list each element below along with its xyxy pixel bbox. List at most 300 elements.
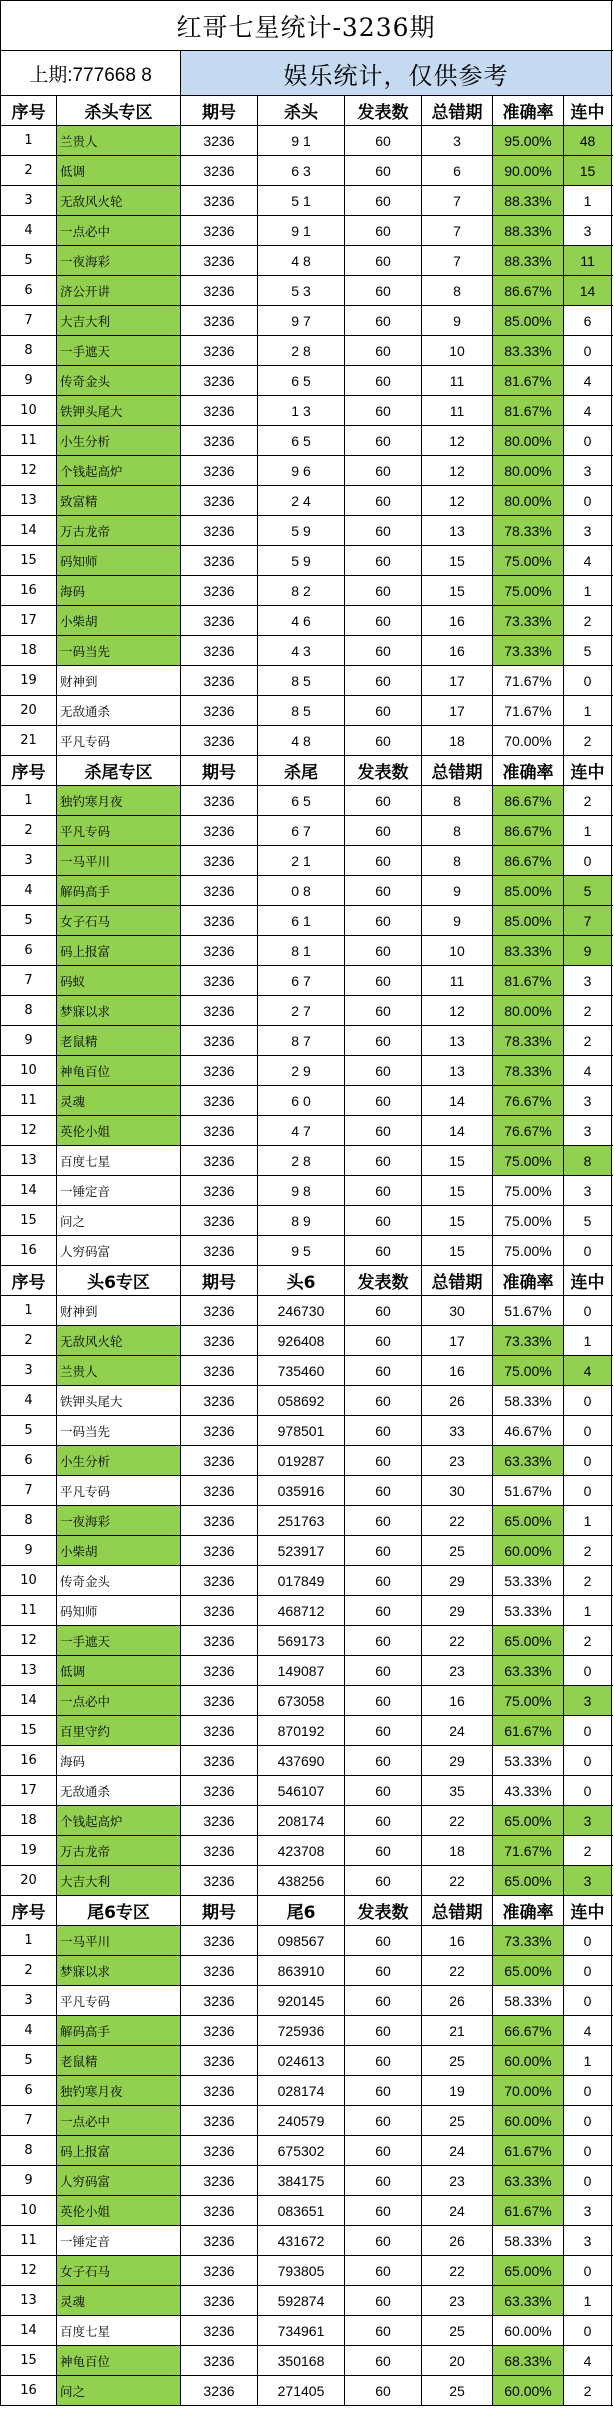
- cell-total-miss: 13: [422, 1026, 493, 1055]
- cell-accuracy: 53.33%: [493, 1596, 564, 1625]
- column-header-published: 发表数: [345, 1896, 422, 1925]
- table-row: [1, 936, 613, 966]
- cell-index: 1: [1, 1296, 57, 1325]
- cell-period: 3236: [181, 1566, 258, 1595]
- table-row: [1, 1236, 613, 1266]
- cell-published: 60: [345, 2136, 422, 2165]
- cell-period: 3236: [181, 486, 258, 515]
- table-row: [1, 126, 613, 156]
- cell-period: 3236: [181, 1446, 258, 1475]
- cell-total-miss: 11: [422, 366, 493, 395]
- cell-total-miss: 22: [422, 1956, 493, 1985]
- cell-total-miss: 25: [422, 2316, 493, 2345]
- cell-streak: 2: [564, 1026, 612, 1055]
- cell-streak: 2: [564, 606, 612, 635]
- cell-published: 60: [345, 1056, 422, 1085]
- table-row: [1, 966, 613, 996]
- cell-total-miss: 9: [422, 306, 493, 335]
- cell-source: 一马平川: [57, 846, 181, 875]
- cell-pick: 673058: [258, 1686, 345, 1715]
- cell-source: 铁钾头尾大: [57, 396, 181, 425]
- table-row: [1, 1206, 613, 1236]
- cell-source: 灵魂: [57, 1086, 181, 1115]
- cell-pick: 8 2: [258, 576, 345, 605]
- cell-source: 码知师: [57, 1596, 181, 1625]
- cell-accuracy: 60.00%: [493, 1536, 564, 1565]
- cell-source: 财神到: [57, 666, 181, 695]
- cell-published: 60: [345, 1866, 422, 1895]
- cell-pick: 431672: [258, 2226, 345, 2255]
- cell-period: 3236: [181, 246, 258, 275]
- cell-total-miss: 16: [422, 636, 493, 665]
- column-header-published: 发表数: [345, 756, 422, 785]
- cell-index: 3: [1, 186, 57, 215]
- cell-total-miss: 18: [422, 1836, 493, 1865]
- table-row: [1, 2076, 613, 2106]
- cell-pick: 2 8: [258, 1146, 345, 1175]
- cell-published: 60: [345, 1206, 422, 1235]
- cell-streak: 4: [564, 396, 612, 425]
- cell-accuracy: 53.33%: [493, 1746, 564, 1775]
- cell-source: 一点必中: [57, 2106, 181, 2135]
- cell-accuracy: 88.33%: [493, 186, 564, 215]
- cell-streak: 2: [564, 1626, 612, 1655]
- cell-index: 20: [1, 1866, 57, 1895]
- cell-period: 3236: [181, 2076, 258, 2105]
- cell-total-miss: 26: [422, 2226, 493, 2255]
- cell-accuracy: 65.00%: [493, 1506, 564, 1535]
- table-row: [1, 1686, 613, 1716]
- cell-streak: 0: [564, 1416, 612, 1445]
- cell-total-miss: 16: [422, 606, 493, 635]
- cell-published: 60: [345, 1416, 422, 1445]
- cell-published: 60: [345, 1656, 422, 1685]
- cell-total-miss: 29: [422, 1746, 493, 1775]
- cell-index: 8: [1, 2136, 57, 2165]
- cell-index: 11: [1, 1086, 57, 1115]
- cell-source: 无敌风火轮: [57, 1326, 181, 1355]
- column-header-accuracy: 准确率: [493, 96, 564, 125]
- cell-source: 英伦小姐: [57, 1116, 181, 1145]
- cell-total-miss: 6: [422, 156, 493, 185]
- cell-source: 万古龙帝: [57, 1836, 181, 1865]
- cell-accuracy: 73.33%: [493, 1326, 564, 1355]
- cell-total-miss: 23: [422, 2166, 493, 2195]
- cell-accuracy: 65.00%: [493, 2256, 564, 2285]
- cell-source: 独钓寒月夜: [57, 786, 181, 815]
- table-row: [1, 1356, 613, 1386]
- cell-accuracy: 46.67%: [493, 1416, 564, 1445]
- cell-index: 4: [1, 876, 57, 905]
- cell-index: 5: [1, 246, 57, 275]
- cell-streak: 3: [564, 1176, 612, 1205]
- cell-total-miss: 17: [422, 1326, 493, 1355]
- cell-total-miss: 8: [422, 816, 493, 845]
- cell-pick: 5 3: [258, 276, 345, 305]
- table-row: [1, 606, 613, 636]
- cell-streak: 14: [564, 276, 612, 305]
- cell-accuracy: 81.67%: [493, 966, 564, 995]
- cell-index: 15: [1, 2346, 57, 2375]
- table-row: [1, 1056, 613, 1086]
- cell-source: 码知师: [57, 546, 181, 575]
- cell-pick: 0 8: [258, 876, 345, 905]
- cell-total-miss: 10: [422, 936, 493, 965]
- cell-period: 3236: [181, 1236, 258, 1265]
- table-row: [1, 486, 613, 516]
- table-row: [1, 456, 613, 486]
- cell-pick: 920145: [258, 1986, 345, 2015]
- cell-total-miss: 35: [422, 1776, 493, 1805]
- cell-period: 3236: [181, 2016, 258, 2045]
- cell-total-miss: 12: [422, 486, 493, 515]
- cell-published: 60: [345, 2106, 422, 2135]
- cell-streak: 0: [564, 2076, 612, 2105]
- cell-index: 7: [1, 966, 57, 995]
- cell-source: 梦寐以求: [57, 996, 181, 1025]
- cell-pick: 735460: [258, 1356, 345, 1385]
- page-title: 红哥七星统计-3236期: [1, 1, 612, 50]
- table-row: [1, 516, 613, 546]
- cell-pick: 9 1: [258, 216, 345, 245]
- cell-published: 60: [345, 786, 422, 815]
- cell-period: 3236: [181, 906, 258, 935]
- cell-index: 10: [1, 2196, 57, 2225]
- cell-index: 15: [1, 1206, 57, 1235]
- cell-period: 3236: [181, 1206, 258, 1235]
- cell-accuracy: 71.67%: [493, 696, 564, 725]
- cell-accuracy: 83.33%: [493, 336, 564, 365]
- cell-streak: 2: [564, 1566, 612, 1595]
- cell-accuracy: 88.33%: [493, 216, 564, 245]
- cell-period: 3236: [181, 2196, 258, 2225]
- column-header-pick: 杀头: [258, 96, 345, 125]
- cell-source: 平凡专码: [57, 1986, 181, 2015]
- cell-index: 8: [1, 996, 57, 1025]
- cell-period: 3236: [181, 2286, 258, 2315]
- cell-total-miss: 15: [422, 1146, 493, 1175]
- cell-streak: 5: [564, 876, 612, 905]
- cell-source: 人穷码富: [57, 2166, 181, 2195]
- cell-published: 60: [345, 1386, 422, 1415]
- cell-pick: 208174: [258, 1806, 345, 1835]
- cell-total-miss: 15: [422, 576, 493, 605]
- cell-pick: 5 1: [258, 186, 345, 215]
- cell-streak: 0: [564, 1776, 612, 1805]
- cell-source: 大吉大利: [57, 306, 181, 335]
- column-header-index: 序号: [1, 1266, 57, 1295]
- cell-pick: 9 5: [258, 1236, 345, 1265]
- cell-index: 19: [1, 666, 57, 695]
- cell-accuracy: 75.00%: [493, 576, 564, 605]
- cell-source: 济公开讲: [57, 276, 181, 305]
- cell-index: 6: [1, 276, 57, 305]
- cell-index: 2: [1, 1956, 57, 1985]
- cell-published: 60: [345, 486, 422, 515]
- cell-accuracy: 78.33%: [493, 1056, 564, 1085]
- cell-published: 60: [345, 2316, 422, 2345]
- cell-index: 7: [1, 306, 57, 335]
- table-row: [1, 906, 613, 936]
- cell-streak: 1: [564, 1326, 612, 1355]
- table-row: [1, 2286, 613, 2316]
- cell-index: 11: [1, 2226, 57, 2255]
- cell-streak: 3: [564, 1086, 612, 1115]
- cell-index: 12: [1, 1626, 57, 1655]
- cell-published: 60: [345, 1926, 422, 1955]
- cell-total-miss: 17: [422, 666, 493, 695]
- cell-period: 3236: [181, 546, 258, 575]
- cell-streak: 4: [564, 546, 612, 575]
- table-row: [1, 1656, 613, 1686]
- cell-period: 3236: [181, 366, 258, 395]
- cell-streak: 3: [564, 2226, 612, 2255]
- cell-index: 2: [1, 816, 57, 845]
- cell-index: 20: [1, 696, 57, 725]
- cell-total-miss: 30: [422, 1296, 493, 1325]
- cell-period: 3236: [181, 126, 258, 155]
- cell-source: 平凡专码: [57, 726, 181, 755]
- cell-published: 60: [345, 2346, 422, 2375]
- cell-pick: 5 9: [258, 546, 345, 575]
- cell-period: 3236: [181, 1386, 258, 1415]
- cell-streak: 48: [564, 126, 612, 155]
- cell-total-miss: 15: [422, 1176, 493, 1205]
- cell-pick: 251763: [258, 1506, 345, 1535]
- cell-source: 码上报富: [57, 2136, 181, 2165]
- cell-total-miss: 19: [422, 2076, 493, 2105]
- cell-published: 60: [345, 2166, 422, 2195]
- cell-period: 3236: [181, 2256, 258, 2285]
- cell-total-miss: 12: [422, 426, 493, 455]
- column-header-index: 序号: [1, 1896, 57, 1925]
- cell-index: 15: [1, 1716, 57, 1745]
- cell-accuracy: 65.00%: [493, 1626, 564, 1655]
- cell-published: 60: [345, 186, 422, 215]
- cell-index: 14: [1, 516, 57, 545]
- section-header-row: [1, 1266, 613, 1296]
- table-row: [1, 1416, 613, 1446]
- cell-source: 小生分析: [57, 1446, 181, 1475]
- table-row: [1, 1446, 613, 1476]
- cell-source: 神龟百位: [57, 1056, 181, 1085]
- table-row: [1, 1566, 613, 1596]
- cell-streak: 4: [564, 2016, 612, 2045]
- cell-index: 10: [1, 1056, 57, 1085]
- cell-source: 灵魂: [57, 2286, 181, 2315]
- table-row: [1, 1326, 613, 1356]
- cell-total-miss: 11: [422, 966, 493, 995]
- cell-source: 解码高手: [57, 876, 181, 905]
- cell-period: 3236: [181, 2346, 258, 2375]
- cell-streak: 1: [564, 2046, 612, 2075]
- cell-published: 60: [345, 336, 422, 365]
- cell-period: 3236: [181, 576, 258, 605]
- cell-published: 60: [345, 1626, 422, 1655]
- cell-period: 3236: [181, 1626, 258, 1655]
- cell-period: 3236: [181, 1866, 258, 1895]
- cell-accuracy: 58.33%: [493, 1386, 564, 1415]
- cell-accuracy: 76.67%: [493, 1116, 564, 1145]
- cell-pick: 675302: [258, 2136, 345, 2165]
- column-header-period: 期号: [181, 96, 258, 125]
- cell-pick: 8 7: [258, 1026, 345, 1055]
- cell-index: 6: [1, 936, 57, 965]
- cell-streak: 0: [564, 2316, 612, 2345]
- table-row: [1, 1596, 613, 1626]
- cell-total-miss: 25: [422, 1536, 493, 1565]
- cell-total-miss: 23: [422, 2286, 493, 2315]
- disclaimer-banner: 娱乐统计，仅供参考: [181, 51, 612, 95]
- cell-total-miss: 24: [422, 2196, 493, 2225]
- cell-published: 60: [345, 606, 422, 635]
- cell-total-miss: 25: [422, 2046, 493, 2075]
- cell-period: 3236: [181, 1416, 258, 1445]
- table-row: [1, 786, 613, 816]
- cell-streak: 2: [564, 2376, 612, 2405]
- cell-accuracy: 51.67%: [493, 1476, 564, 1505]
- cell-pick: 546107: [258, 1776, 345, 1805]
- cell-total-miss: 12: [422, 996, 493, 1025]
- cell-published: 60: [345, 1986, 422, 2015]
- cell-pick: 6 5: [258, 426, 345, 455]
- cell-period: 3236: [181, 1176, 258, 1205]
- column-header-accuracy: 准确率: [493, 1266, 564, 1295]
- table-row: [1, 2226, 613, 2256]
- table-row: [1, 216, 613, 246]
- cell-period: 3236: [181, 1956, 258, 1985]
- cell-source: 老鼠精: [57, 1026, 181, 1055]
- cell-streak: 0: [564, 1476, 612, 1505]
- cell-accuracy: 76.67%: [493, 1086, 564, 1115]
- cell-index: 9: [1, 1536, 57, 1565]
- cell-total-miss: 12: [422, 456, 493, 485]
- cell-published: 60: [345, 1296, 422, 1325]
- cell-published: 60: [345, 816, 422, 845]
- cell-accuracy: 81.67%: [493, 366, 564, 395]
- table-row: [1, 2376, 613, 2406]
- cell-accuracy: 63.33%: [493, 1656, 564, 1685]
- cell-accuracy: 85.00%: [493, 876, 564, 905]
- cell-source: 传奇金头: [57, 1566, 181, 1595]
- cell-total-miss: 20: [422, 2346, 493, 2375]
- table-row: [1, 876, 613, 906]
- cell-total-miss: 29: [422, 1566, 493, 1595]
- cell-published: 60: [345, 846, 422, 875]
- cell-accuracy: 88.33%: [493, 246, 564, 275]
- cell-total-miss: 9: [422, 906, 493, 935]
- cell-streak: 2: [564, 996, 612, 1025]
- cell-total-miss: 13: [422, 1056, 493, 1085]
- cell-published: 60: [345, 1956, 422, 1985]
- cell-source: 一码当先: [57, 636, 181, 665]
- cell-published: 60: [345, 1536, 422, 1565]
- cell-index: 11: [1, 1596, 57, 1625]
- cell-accuracy: 85.00%: [493, 306, 564, 335]
- cell-period: 3236: [181, 966, 258, 995]
- cell-streak: 3: [564, 2196, 612, 2225]
- cell-accuracy: 75.00%: [493, 1176, 564, 1205]
- cell-streak: 3: [564, 456, 612, 485]
- cell-period: 3236: [181, 396, 258, 425]
- table-row: [1, 1296, 613, 1326]
- cell-total-miss: 11: [422, 396, 493, 425]
- cell-period: 3236: [181, 1776, 258, 1805]
- table-row: [1, 1806, 613, 1836]
- cell-total-miss: 24: [422, 1716, 493, 1745]
- cell-published: 60: [345, 906, 422, 935]
- table-row: [1, 696, 613, 726]
- cell-source: 平凡专码: [57, 1476, 181, 1505]
- cell-pick: 246730: [258, 1296, 345, 1325]
- table-row: [1, 336, 613, 366]
- cell-index: 16: [1, 2376, 57, 2405]
- cell-total-miss: 16: [422, 1926, 493, 1955]
- cell-accuracy: 65.00%: [493, 1956, 564, 1985]
- cell-streak: 7: [564, 906, 612, 935]
- cell-published: 60: [345, 936, 422, 965]
- cell-published: 60: [345, 2046, 422, 2075]
- cell-source: 无敌风火轮: [57, 186, 181, 215]
- cell-streak: 15: [564, 156, 612, 185]
- cell-published: 60: [345, 456, 422, 485]
- cell-accuracy: 75.00%: [493, 1686, 564, 1715]
- cell-accuracy: 75.00%: [493, 1236, 564, 1265]
- table-row: [1, 1176, 613, 1206]
- table-row: [1, 1746, 613, 1776]
- cell-total-miss: 23: [422, 1656, 493, 1685]
- cell-pick: 271405: [258, 2376, 345, 2405]
- cell-source: 小柴胡: [57, 1536, 181, 1565]
- cell-published: 60: [345, 1116, 422, 1145]
- column-header-published: 发表数: [345, 1266, 422, 1295]
- cell-accuracy: 86.67%: [493, 816, 564, 845]
- cell-pick: 9 6: [258, 456, 345, 485]
- cell-index: 6: [1, 2076, 57, 2105]
- column-header-index: 序号: [1, 96, 57, 125]
- cell-published: 60: [345, 546, 422, 575]
- cell-period: 3236: [181, 1116, 258, 1145]
- cell-pick: 017849: [258, 1566, 345, 1595]
- table-row: [1, 276, 613, 306]
- table-row: [1, 1926, 613, 1956]
- cell-published: 60: [345, 2196, 422, 2225]
- cell-accuracy: 60.00%: [493, 2316, 564, 2345]
- cell-accuracy: 53.33%: [493, 1566, 564, 1595]
- cell-published: 60: [345, 1776, 422, 1805]
- cell-source: 财神到: [57, 1296, 181, 1325]
- cell-source: 一手遮天: [57, 1626, 181, 1655]
- section-header-row: [1, 96, 613, 126]
- cell-total-miss: 3: [422, 126, 493, 155]
- cell-published: 60: [345, 996, 422, 1025]
- table-row: [1, 186, 613, 216]
- cell-index: 10: [1, 1566, 57, 1595]
- cell-index: 12: [1, 456, 57, 485]
- cell-streak: 4: [564, 1356, 612, 1385]
- cell-period: 3236: [181, 2226, 258, 2255]
- cell-index: 2: [1, 156, 57, 185]
- cell-source: 无敌通杀: [57, 696, 181, 725]
- cell-period: 3236: [181, 636, 258, 665]
- cell-source: 致富精: [57, 486, 181, 515]
- cell-total-miss: 23: [422, 1446, 493, 1475]
- cell-period: 3236: [181, 726, 258, 755]
- cell-pick: 028174: [258, 2076, 345, 2105]
- cell-pick: 468712: [258, 1596, 345, 1625]
- cell-accuracy: 71.67%: [493, 666, 564, 695]
- cell-period: 3236: [181, 846, 258, 875]
